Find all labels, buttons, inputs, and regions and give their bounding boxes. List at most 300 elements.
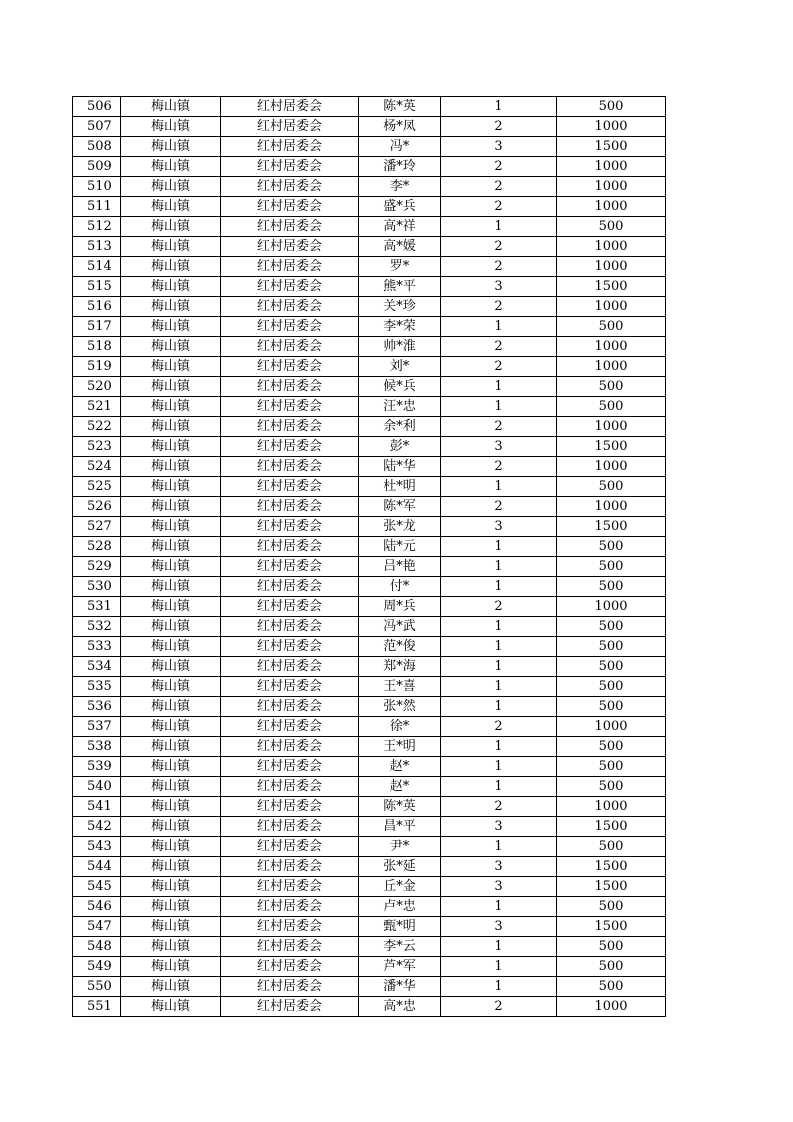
cell-count: 1 [441,737,557,757]
cell-number: 514 [73,257,121,277]
table-row [73,277,666,297]
table-row [73,397,666,417]
cell-town: 梅山镇 [121,397,221,417]
table-row [73,757,666,777]
cell-number: 513 [73,237,121,257]
table-row [73,97,666,117]
recipient-table [72,96,666,1017]
cell-number: 546 [73,897,121,917]
cell-town: 梅山镇 [121,717,221,737]
cell-committee: 红村居委会 [221,697,359,717]
cell-number: 551 [73,997,121,1017]
cell-town: 梅山镇 [121,817,221,837]
cell-count: 2 [441,797,557,817]
cell-name: 帅*淮 [359,337,441,357]
cell-amount: 1000 [557,997,666,1017]
cell-name: 周*兵 [359,597,441,617]
cell-name: 李* [359,177,441,197]
cell-number: 550 [73,977,121,997]
cell-amount: 500 [557,977,666,997]
cell-name: 卢*忠 [359,897,441,917]
table-row [73,657,666,677]
cell-committee: 红村居委会 [221,297,359,317]
cell-committee: 红村居委会 [221,317,359,337]
cell-name: 高*祥 [359,217,441,237]
cell-committee: 红村居委会 [221,537,359,557]
cell-committee: 红村居委会 [221,997,359,1017]
cell-amount: 500 [557,317,666,337]
cell-name: 陈*军 [359,497,441,517]
cell-town: 梅山镇 [121,137,221,157]
table-row [73,417,666,437]
cell-committee: 红村居委会 [221,477,359,497]
cell-count: 2 [441,297,557,317]
table-row [73,497,666,517]
table-row [73,537,666,557]
cell-committee: 红村居委会 [221,117,359,137]
cell-committee: 红村居委会 [221,617,359,637]
cell-town: 梅山镇 [121,377,221,397]
cell-name: 冯*武 [359,617,441,637]
cell-count: 2 [441,597,557,617]
cell-count: 3 [441,277,557,297]
cell-committee: 红村居委会 [221,357,359,377]
cell-number: 540 [73,777,121,797]
cell-amount: 500 [557,477,666,497]
cell-count: 1 [441,97,557,117]
cell-count: 1 [441,557,557,577]
cell-committee: 红村居委会 [221,797,359,817]
cell-town: 梅山镇 [121,157,221,177]
table-row [73,457,666,477]
cell-count: 2 [441,457,557,477]
cell-amount: 1500 [557,877,666,897]
cell-committee: 红村居委会 [221,397,359,417]
cell-count: 2 [441,237,557,257]
table-row [73,177,666,197]
cell-amount: 1000 [557,417,666,437]
cell-name: 陈*英 [359,797,441,817]
cell-town: 梅山镇 [121,617,221,637]
cell-amount: 500 [557,617,666,637]
cell-committee: 红村居委会 [221,737,359,757]
cell-number: 536 [73,697,121,717]
cell-count: 3 [441,517,557,537]
table-row [73,637,666,657]
cell-count: 2 [441,497,557,517]
cell-town: 梅山镇 [121,657,221,677]
cell-count: 1 [441,317,557,337]
cell-name: 付* [359,577,441,597]
cell-count: 1 [441,937,557,957]
table-row [73,237,666,257]
cell-name: 余*利 [359,417,441,437]
cell-count: 3 [441,437,557,457]
cell-name: 陆*华 [359,457,441,477]
table-row [73,137,666,157]
table-body [73,97,666,1017]
cell-committee: 红村居委会 [221,197,359,217]
cell-name: 甄*明 [359,917,441,937]
cell-amount: 500 [557,957,666,977]
cell-number: 507 [73,117,121,137]
cell-committee: 红村居委会 [221,457,359,477]
cell-number: 509 [73,157,121,177]
cell-count: 1 [441,677,557,697]
cell-town: 梅山镇 [121,637,221,657]
table-row [73,257,666,277]
cell-name: 王*明 [359,737,441,757]
cell-amount: 1000 [557,337,666,357]
cell-town: 梅山镇 [121,597,221,617]
cell-town: 梅山镇 [121,517,221,537]
cell-town: 梅山镇 [121,437,221,457]
cell-amount: 1000 [557,357,666,377]
cell-amount: 1000 [557,497,666,517]
cell-count: 1 [441,397,557,417]
cell-town: 梅山镇 [121,357,221,377]
cell-committee: 红村居委会 [221,217,359,237]
cell-name: 关*珍 [359,297,441,317]
cell-count: 1 [441,757,557,777]
cell-amount: 1000 [557,257,666,277]
table-row [73,817,666,837]
table-row [73,797,666,817]
cell-number: 544 [73,857,121,877]
table-row [73,877,666,897]
cell-committee: 红村居委会 [221,577,359,597]
cell-number: 528 [73,537,121,557]
cell-count: 1 [441,657,557,677]
cell-committee: 红村居委会 [221,517,359,537]
cell-town: 梅山镇 [121,877,221,897]
cell-number: 522 [73,417,121,437]
cell-town: 梅山镇 [121,797,221,817]
cell-number: 526 [73,497,121,517]
cell-number: 538 [73,737,121,757]
cell-amount: 500 [557,937,666,957]
cell-town: 梅山镇 [121,577,221,597]
cell-name: 范*俊 [359,637,441,657]
cell-town: 梅山镇 [121,337,221,357]
cell-name: 张*龙 [359,517,441,537]
table-row [73,297,666,317]
cell-number: 524 [73,457,121,477]
table-row [73,917,666,937]
cell-name: 冯* [359,137,441,157]
cell-count: 1 [441,577,557,597]
cell-name: 陆*元 [359,537,441,557]
cell-amount: 1000 [557,597,666,617]
table-row [73,977,666,997]
cell-committee: 红村居委会 [221,377,359,397]
cell-town: 梅山镇 [121,757,221,777]
cell-amount: 500 [557,657,666,677]
cell-name: 杨*凤 [359,117,441,137]
cell-amount: 500 [557,737,666,757]
cell-number: 508 [73,137,121,157]
cell-town: 梅山镇 [121,117,221,137]
table-row [73,897,666,917]
cell-committee: 红村居委会 [221,417,359,437]
cell-name: 候*兵 [359,377,441,397]
cell-number: 527 [73,517,121,537]
table-row [73,717,666,737]
cell-amount: 1500 [557,857,666,877]
cell-count: 2 [441,357,557,377]
cell-amount: 1000 [557,797,666,817]
cell-name: 张*然 [359,697,441,717]
cell-name: 芦*军 [359,957,441,977]
cell-count: 1 [441,217,557,237]
table-row [73,777,666,797]
table-row [73,217,666,237]
cell-name: 郑*海 [359,657,441,677]
cell-committee: 红村居委会 [221,957,359,977]
cell-committee: 红村居委会 [221,437,359,457]
cell-name: 杜*明 [359,477,441,497]
cell-count: 2 [441,417,557,437]
cell-number: 531 [73,597,121,617]
cell-committee: 红村居委会 [221,877,359,897]
cell-town: 梅山镇 [121,557,221,577]
cell-count: 3 [441,137,557,157]
cell-amount: 1000 [557,457,666,477]
cell-committee: 红村居委会 [221,777,359,797]
cell-committee: 红村居委会 [221,177,359,197]
cell-committee: 红村居委会 [221,597,359,617]
cell-name: 吕*艳 [359,557,441,577]
cell-count: 3 [441,877,557,897]
cell-town: 梅山镇 [121,737,221,757]
table-row [73,477,666,497]
table-row [73,557,666,577]
cell-town: 梅山镇 [121,977,221,997]
cell-name: 尹* [359,837,441,857]
cell-name: 陈*英 [359,97,441,117]
table-row [73,437,666,457]
cell-committee: 红村居委会 [221,237,359,257]
cell-name: 潘*玲 [359,157,441,177]
cell-number: 532 [73,617,121,637]
cell-number: 518 [73,337,121,357]
cell-number: 542 [73,817,121,837]
cell-committee: 红村居委会 [221,497,359,517]
cell-committee: 红村居委会 [221,897,359,917]
cell-count: 2 [441,117,557,137]
cell-count: 1 [441,617,557,637]
cell-count: 2 [441,177,557,197]
cell-committee: 红村居委会 [221,557,359,577]
cell-committee: 红村居委会 [221,857,359,877]
table-row [73,597,666,617]
cell-number: 535 [73,677,121,697]
cell-name: 盛*兵 [359,197,441,217]
cell-town: 梅山镇 [121,837,221,857]
cell-town: 梅山镇 [121,197,221,217]
table-row [73,677,666,697]
cell-amount: 1000 [557,197,666,217]
table-row [73,317,666,337]
cell-count: 1 [441,377,557,397]
table-row [73,197,666,217]
cell-town: 梅山镇 [121,217,221,237]
table-row [73,617,666,637]
cell-town: 梅山镇 [121,417,221,437]
cell-count: 1 [441,637,557,657]
cell-amount: 500 [557,777,666,797]
cell-number: 543 [73,837,121,857]
cell-name: 高*媛 [359,237,441,257]
cell-town: 梅山镇 [121,97,221,117]
cell-count: 1 [441,537,557,557]
cell-committee: 红村居委会 [221,257,359,277]
cell-amount: 1000 [557,117,666,137]
table-row [73,937,666,957]
cell-name: 李*荣 [359,317,441,337]
cell-committee: 红村居委会 [221,157,359,177]
cell-committee: 红村居委会 [221,657,359,677]
cell-committee: 红村居委会 [221,637,359,657]
cell-amount: 1500 [557,137,666,157]
cell-count: 2 [441,337,557,357]
cell-number: 512 [73,217,121,237]
table-row [73,117,666,137]
cell-count: 1 [441,777,557,797]
cell-town: 梅山镇 [121,317,221,337]
cell-amount: 500 [557,537,666,557]
cell-town: 梅山镇 [121,777,221,797]
cell-name: 王*喜 [359,677,441,697]
cell-count: 2 [441,257,557,277]
cell-committee: 红村居委会 [221,137,359,157]
cell-name: 徐* [359,717,441,737]
cell-amount: 1000 [557,297,666,317]
cell-amount: 500 [557,217,666,237]
table-row [73,697,666,717]
cell-committee: 红村居委会 [221,817,359,837]
cell-count: 2 [441,717,557,737]
cell-town: 梅山镇 [121,957,221,977]
cell-name: 赵* [359,777,441,797]
cell-name: 潘*华 [359,977,441,997]
cell-town: 梅山镇 [121,457,221,477]
cell-amount: 500 [557,577,666,597]
cell-number: 545 [73,877,121,897]
cell-number: 525 [73,477,121,497]
cell-committee: 红村居委会 [221,977,359,997]
cell-number: 529 [73,557,121,577]
cell-committee: 红村居委会 [221,757,359,777]
cell-name: 丘*金 [359,877,441,897]
cell-number: 520 [73,377,121,397]
cell-count: 3 [441,917,557,937]
cell-amount: 500 [557,637,666,657]
table-row [73,517,666,537]
cell-town: 梅山镇 [121,937,221,957]
table-row [73,737,666,757]
cell-amount: 500 [557,837,666,857]
cell-town: 梅山镇 [121,897,221,917]
cell-count: 1 [441,957,557,977]
cell-name: 昌*平 [359,817,441,837]
cell-amount: 500 [557,897,666,917]
cell-town: 梅山镇 [121,177,221,197]
cell-number: 510 [73,177,121,197]
cell-town: 梅山镇 [121,477,221,497]
cell-amount: 1500 [557,277,666,297]
cell-committee: 红村居委会 [221,717,359,737]
cell-name: 高*忠 [359,997,441,1017]
cell-committee: 红村居委会 [221,97,359,117]
cell-number: 517 [73,317,121,337]
table-row [73,357,666,377]
cell-number: 521 [73,397,121,417]
cell-committee: 红村居委会 [221,917,359,937]
cell-count: 1 [441,477,557,497]
cell-count: 2 [441,997,557,1017]
cell-town: 梅山镇 [121,997,221,1017]
cell-town: 梅山镇 [121,257,221,277]
table-row [73,377,666,397]
cell-committee: 红村居委会 [221,277,359,297]
cell-count: 3 [441,857,557,877]
cell-committee: 红村居委会 [221,337,359,357]
cell-count: 1 [441,697,557,717]
cell-name: 熊*平 [359,277,441,297]
cell-number: 506 [73,97,121,117]
cell-town: 梅山镇 [121,677,221,697]
cell-number: 516 [73,297,121,317]
cell-amount: 1000 [557,177,666,197]
cell-name: 彭* [359,437,441,457]
table-row [73,857,666,877]
cell-town: 梅山镇 [121,917,221,937]
cell-count: 1 [441,897,557,917]
cell-committee: 红村居委会 [221,677,359,697]
cell-number: 511 [73,197,121,217]
cell-town: 梅山镇 [121,277,221,297]
cell-number: 541 [73,797,121,817]
cell-amount: 500 [557,677,666,697]
cell-town: 梅山镇 [121,697,221,717]
table-row [73,157,666,177]
cell-name: 张*延 [359,857,441,877]
cell-count: 1 [441,837,557,857]
cell-number: 534 [73,657,121,677]
table-row [73,577,666,597]
cell-name: 赵* [359,757,441,777]
cell-amount: 1000 [557,157,666,177]
cell-count: 2 [441,157,557,177]
cell-amount: 1500 [557,437,666,457]
cell-amount: 500 [557,557,666,577]
cell-name: 李*云 [359,937,441,957]
cell-count: 1 [441,977,557,997]
table-row [73,997,666,1017]
table-row [73,837,666,857]
cell-town: 梅山镇 [121,237,221,257]
cell-number: 515 [73,277,121,297]
cell-number: 523 [73,437,121,457]
cell-name: 罗* [359,257,441,277]
cell-amount: 500 [557,377,666,397]
cell-town: 梅山镇 [121,537,221,557]
cell-town: 梅山镇 [121,857,221,877]
cell-count: 3 [441,817,557,837]
cell-number: 549 [73,957,121,977]
cell-count: 2 [441,197,557,217]
